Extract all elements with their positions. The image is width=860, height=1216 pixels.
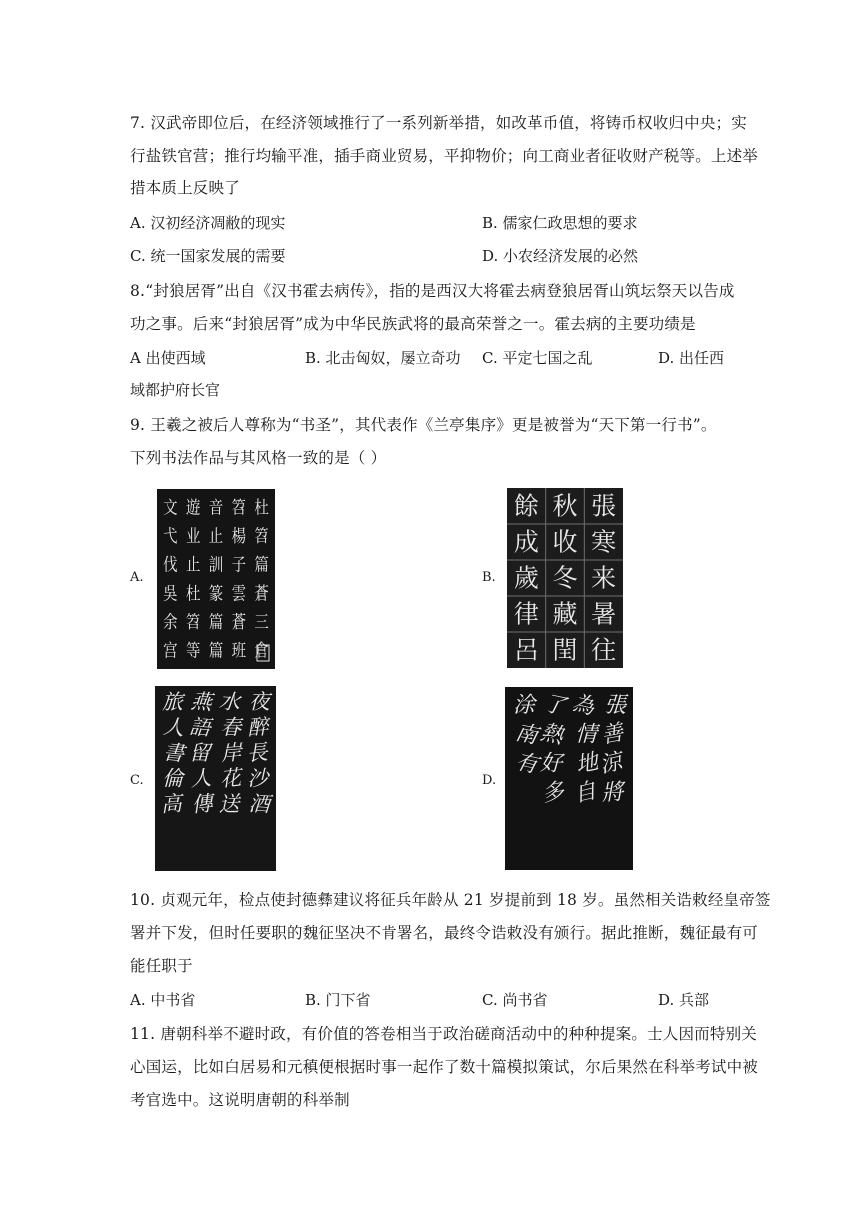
calligraphy-character: 送 [218, 791, 240, 817]
calligraphy-character: 醉 [246, 714, 270, 741]
calligraphy-character: 三 [254, 611, 269, 633]
q10-stem-line-3: 能任职于 [130, 957, 193, 975]
q11-stem-line-3: 考官选中。这说明唐朝的科举制 [130, 1091, 350, 1109]
calligraphy-character: 秋 [552, 491, 578, 521]
q7-stem-line-3: 措本质上反映了 [130, 179, 240, 197]
calligraphy-character: 夜 [248, 689, 270, 714]
calligraphy-character: 善 [599, 720, 626, 750]
calligraphy-character: 熱 [538, 720, 566, 750]
q10-option-b[interactable]: B. 门下省 [305, 991, 371, 1009]
calligraphy-character: 篇 [254, 554, 269, 576]
calligraphy-character: 沙 [246, 766, 269, 791]
calligraphy-character: 涂 [512, 693, 536, 719]
calligraphy-character: 余 [163, 611, 178, 633]
q9-option-c-running-script-rubbing[interactable] [155, 686, 276, 871]
calligraphy-character: 人 [189, 765, 213, 792]
q7-option-a[interactable]: A. 汉初经济凋敝的现实 [130, 214, 286, 232]
calligraphy-character: 自 [571, 778, 599, 808]
calligraphy-character: 留 [189, 740, 211, 766]
q7-option-b[interactable]: B. 儒家仁政思想的要求 [482, 214, 638, 232]
calligraphy-character: 旅 [161, 689, 183, 714]
calligraphy-character: 訓 [208, 554, 224, 576]
calligraphy-character: 閏 [552, 635, 578, 665]
calligraphy-character: 酒 [247, 791, 271, 817]
calligraphy-character: 情 [574, 721, 598, 748]
calligraphy-character: 成 [513, 527, 539, 557]
calligraphy-character: 高 [159, 791, 183, 817]
calligraphy-character: 涼 [597, 749, 625, 779]
calligraphy-character: 餘 [513, 491, 539, 521]
q7-option-d[interactable]: D. 小农经济发展的必然 [482, 247, 639, 265]
running-script-image [155, 686, 276, 871]
calligraphy-character: 子 [231, 554, 247, 576]
q11-stem-line-1: 11. 唐朝科举不避时政，有价值的答卷相当于政治磋商活动中的种种提案。士人因而特别关 [130, 1025, 757, 1043]
calligraphy-character: 有 [513, 749, 541, 779]
calligraphy-character: 張 [603, 692, 627, 719]
q10-option-d[interactable]: D. 兵部 [658, 991, 710, 1009]
calligraphy-character: 笤 [185, 611, 201, 633]
q10-option-a[interactable]: A. 中书省 [130, 991, 196, 1009]
calligraphy-character: 篇 [208, 640, 224, 662]
calligraphy-character: 為 [569, 690, 597, 721]
calligraphy-character: 杜 [185, 582, 201, 604]
q7-stem-line-1: 7. 汉武帝即位后，在经济领域推行了一系列新举措，如改革币值，将铸币权收归中央；实 [130, 114, 747, 132]
q8-option-d[interactable]: D. 出任西 [658, 349, 725, 367]
calligraphy-character: 弋 [163, 525, 178, 547]
calligraphy-character: 雲 [231, 582, 247, 604]
q9-stem-line-1: 9. 王羲之被后人尊称为“书圣”，其代表作《兰亭集序》更是被誉为“天下第一行书”。 [130, 416, 717, 434]
q8-stem-line-2: 功之事。后来“封狼居胥”成为中华民族武将的最高荣誉之一。霍去病的主要功绩是 [130, 315, 696, 333]
q8-stem-line-1: 8.“封狼居胥”出自《汉书霍去病传》，指的是西汉大将霍去病登狼居胥山筑坛祭天以告成 [130, 282, 735, 300]
seal-script-image [157, 489, 275, 669]
q9-option-d-label[interactable]: D. [482, 773, 497, 788]
calligraphy-character: 蒼 [231, 611, 247, 633]
calligraphy-character: 楊 [231, 525, 247, 547]
q9-option-d-cursive-script-rubbing[interactable] [505, 687, 633, 870]
calligraphy-character: 語 [188, 714, 212, 741]
calligraphy-character: 音 [208, 496, 224, 518]
q10-stem-line-2: 署并下发，但时任要职的魏征坚决不肯署名，最终令诰敕没有颁行。据此推断，魏征最有可 [130, 924, 759, 942]
q8-option-c[interactable]: C. 平定七国之乱 [482, 349, 593, 367]
q9-stem-line-2: 下列书法作品与其风格一致的是（ ） [130, 449, 387, 467]
calligraphy-character: 岸 [219, 740, 243, 766]
calligraphy-character: 好 [539, 751, 563, 777]
calligraphy-character: 寒 [591, 527, 617, 557]
calligraphy-character: 將 [600, 779, 625, 807]
q10-stem-line-1: 10. 贞观元年，检点使封德彝建议将征兵年龄从 21 岁提前到 18 岁。虽然相关诰敕经皇帝签 [130, 891, 771, 909]
q10-option-c[interactable]: C. 尚书省 [482, 991, 548, 1009]
calligraphy-character: 篇 [208, 611, 224, 633]
calligraphy-character: 笤 [231, 496, 247, 518]
calligraphy-character: 笤 [254, 525, 269, 547]
q11-stem-line-2: 心国运，比如白居易和元稹便根据时事一起作了数十篇模拟策试，尔后果然在科举考试中被 [130, 1058, 759, 1076]
calligraphy-character: 文 [163, 496, 178, 518]
calligraphy-character: 藏 [552, 599, 578, 629]
calligraphy-character: 杜 [254, 496, 269, 518]
calligraphy-character: 篆 [208, 582, 224, 604]
calligraphy-character: 来 [591, 563, 617, 593]
regular-script-image [507, 488, 623, 668]
calligraphy-character: 花 [218, 765, 243, 792]
calligraphy-character: 了 [541, 691, 568, 721]
calligraphy-character: 班 [231, 640, 247, 662]
calligraphy-character: 歲 [513, 563, 539, 593]
q8-option-b[interactable]: B. 北击匈奴，屡立奇功 [305, 349, 461, 367]
calligraphy-character: 春 [220, 715, 242, 740]
q9-option-a-label[interactable]: A. [130, 570, 144, 585]
calligraphy-character: 倉 [254, 640, 269, 662]
calligraphy-character: 人 [162, 714, 186, 741]
q8-option-d-continued: 域都护府长官 [130, 381, 221, 399]
calligraphy-character: 張 [591, 491, 617, 521]
calligraphy-character: 吳 [163, 582, 178, 604]
calligraphy-character: 冬 [552, 563, 578, 593]
q9-option-a-seal-script-rubbing[interactable] [157, 489, 275, 669]
calligraphy-character: 等 [185, 640, 201, 662]
q8-option-a[interactable]: A 出使西域 [130, 349, 206, 367]
calligraphy-character: 傳 [190, 791, 214, 818]
q9-option-b-label[interactable]: B. [482, 570, 496, 585]
cursive-script-image [505, 687, 633, 870]
calligraphy-character: 收 [552, 527, 578, 557]
calligraphy-character: 蒼 [254, 582, 269, 604]
calligraphy-character: 业 [185, 525, 201, 547]
calligraphy-character: 倫 [161, 766, 184, 791]
calligraphy-character: 水 [217, 688, 242, 715]
calligraphy-character: 遊 [185, 496, 201, 518]
q9-option-b-regular-script-grid[interactable] [507, 488, 623, 668]
calligraphy-character: 往 [591, 635, 617, 665]
calligraphy-character: 書 [162, 739, 186, 766]
calligraphy-character: 伐 [163, 554, 178, 576]
q7-option-c[interactable]: C. 统一国家发展的需要 [130, 247, 286, 265]
q7-stem-line-2: 行盐铁官营；推行均输平准，插手商业贸易，平抑物价；向工商业者征收财产税等。上述举 [130, 147, 759, 165]
calligraphy-character: 止 [208, 525, 224, 547]
calligraphy-character: 止 [185, 554, 201, 576]
calligraphy-character: 律 [513, 599, 539, 629]
q9-option-c-label[interactable]: C. [130, 773, 144, 788]
calligraphy-character: 地 [573, 749, 601, 779]
calligraphy-character: 燕 [189, 688, 213, 715]
calligraphy-character: 呂 [513, 635, 539, 665]
calligraphy-character: 宫 [163, 640, 178, 662]
calligraphy-character: 多 [540, 778, 567, 808]
calligraphy-character: 長 [245, 739, 269, 766]
calligraphy-character: 暑 [591, 599, 617, 629]
calligraphy-character: 南 [513, 720, 540, 750]
